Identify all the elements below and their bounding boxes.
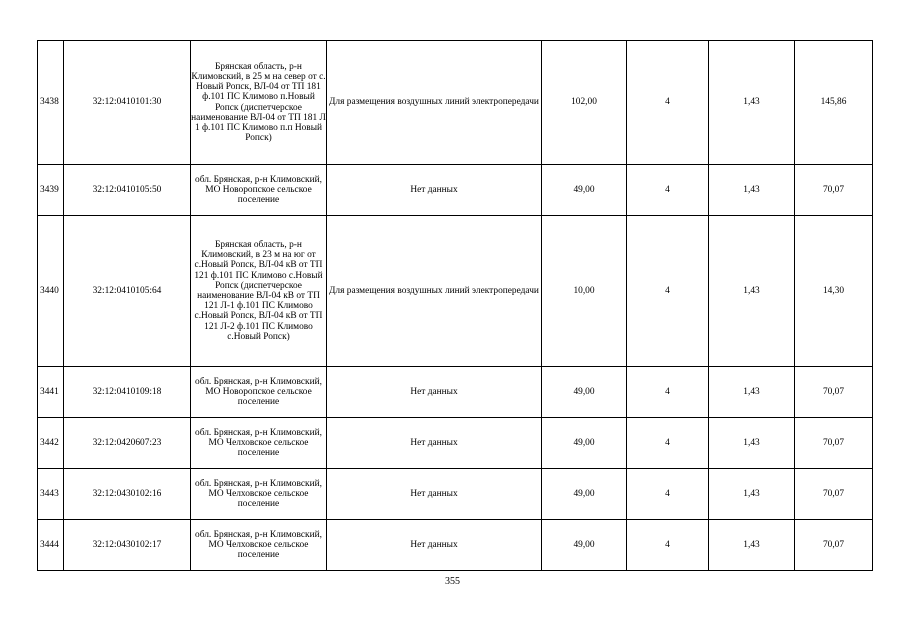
coefficient-2: 1,43	[709, 367, 795, 418]
permitted-use: Нет данных	[327, 520, 542, 571]
area: 49,00	[542, 520, 627, 571]
coefficient-1: 4	[627, 216, 709, 367]
coefficient-2: 1,43	[709, 469, 795, 520]
area: 49,00	[542, 165, 627, 216]
coefficient-1: 4	[627, 165, 709, 216]
coefficient-2: 1,43	[709, 41, 795, 165]
coefficient-2: 1,43	[709, 520, 795, 571]
table-row	[38, 41, 873, 165]
cadastral-number: 32:12:0420607:23	[64, 418, 191, 469]
amount: 14,30	[795, 216, 873, 367]
table-row	[38, 216, 873, 367]
table-row	[38, 165, 873, 216]
row-number: 3440	[38, 216, 64, 367]
area: 49,00	[542, 367, 627, 418]
table-row	[38, 520, 873, 571]
row-number: 3442	[38, 418, 64, 469]
coefficient-1: 4	[627, 367, 709, 418]
address: обл. Брянская, р-н Климовский, МО Челховское сельское поселение	[191, 520, 327, 571]
table-row	[38, 469, 873, 520]
area: 102,00	[542, 41, 627, 165]
row-number: 3438	[38, 41, 64, 165]
coefficient-1: 4	[627, 41, 709, 165]
coefficient-1: 4	[627, 418, 709, 469]
area: 49,00	[542, 418, 627, 469]
area: 49,00	[542, 469, 627, 520]
amount: 70,07	[795, 520, 873, 571]
permitted-use: Нет данных	[327, 367, 542, 418]
row-number: 3441	[38, 367, 64, 418]
table-row	[38, 418, 873, 469]
row-number: 3444	[38, 520, 64, 571]
permitted-use: Нет данных	[327, 165, 542, 216]
amount: 70,07	[795, 418, 873, 469]
address: Брянская область, р-н Климовский, в 25 м на север от с. Новый Ропск, ВЛ-04 от ТП 181 ф.101 ПС Климово п.Новый Ропск (диспетчерское наименование ВЛ-04 от ТП 181 Л 1 ф.101 ПС Климово п.п Новый Ропск)	[191, 41, 327, 165]
area: 10,00	[542, 216, 627, 367]
address: обл. Брянская, р-н Климовский, МО Новоропское сельское поселение	[191, 367, 327, 418]
cadastral-number: 32:12:0410101:30	[64, 41, 191, 165]
cadastral-number: 32:12:0410105:64	[64, 216, 191, 367]
coefficient-2: 1,43	[709, 216, 795, 367]
land-plots-table	[37, 40, 873, 571]
amount: 145,86	[795, 41, 873, 165]
coefficient-1: 4	[627, 469, 709, 520]
address: Брянская область, р-н Климовский, в 23 м на юг от с.Новый Ропск, ВЛ-04 кВ от ТП 121 ф.101 ПС Климово с.Новый Ропск (диспетчерское наименование ВЛ-04 кВ от ТП 121 Л-1 ф.101 ПС Климово с.Новый Ропск, ВЛ-04 кВ от ТП 121 Л-2 ф.101 ПС Климово с.Новый Ропск)	[191, 216, 327, 367]
cadastral-number: 32:12:0410105:50	[64, 165, 191, 216]
amount: 70,07	[795, 165, 873, 216]
cadastral-number: 32:12:0430102:17	[64, 520, 191, 571]
table-row	[38, 367, 873, 418]
permitted-use: Нет данных	[327, 418, 542, 469]
permitted-use: Нет данных	[327, 469, 542, 520]
row-number: 3443	[38, 469, 64, 520]
amount: 70,07	[795, 367, 873, 418]
coefficient-2: 1,43	[709, 418, 795, 469]
row-number: 3439	[38, 165, 64, 216]
address: обл. Брянская, р-н Климовский, МО Челховское сельское поселение	[191, 469, 327, 520]
permitted-use: Для размещения воздушных линий электропередачи	[327, 216, 542, 367]
coefficient-1: 4	[627, 520, 709, 571]
coefficient-2: 1,43	[709, 165, 795, 216]
address: обл. Брянская, р-н Климовский, МО Челховское сельское поселение	[191, 418, 327, 469]
address: обл. Брянская, р-н Климовский, МО Новоропское сельское поселение	[191, 165, 327, 216]
page-number: 355	[445, 576, 460, 587]
cadastral-number: 32:12:0410109:18	[64, 367, 191, 418]
permitted-use: Для размещения воздушных линий электропередачи	[327, 41, 542, 165]
cadastral-number: 32:12:0430102:16	[64, 469, 191, 520]
amount: 70,07	[795, 469, 873, 520]
